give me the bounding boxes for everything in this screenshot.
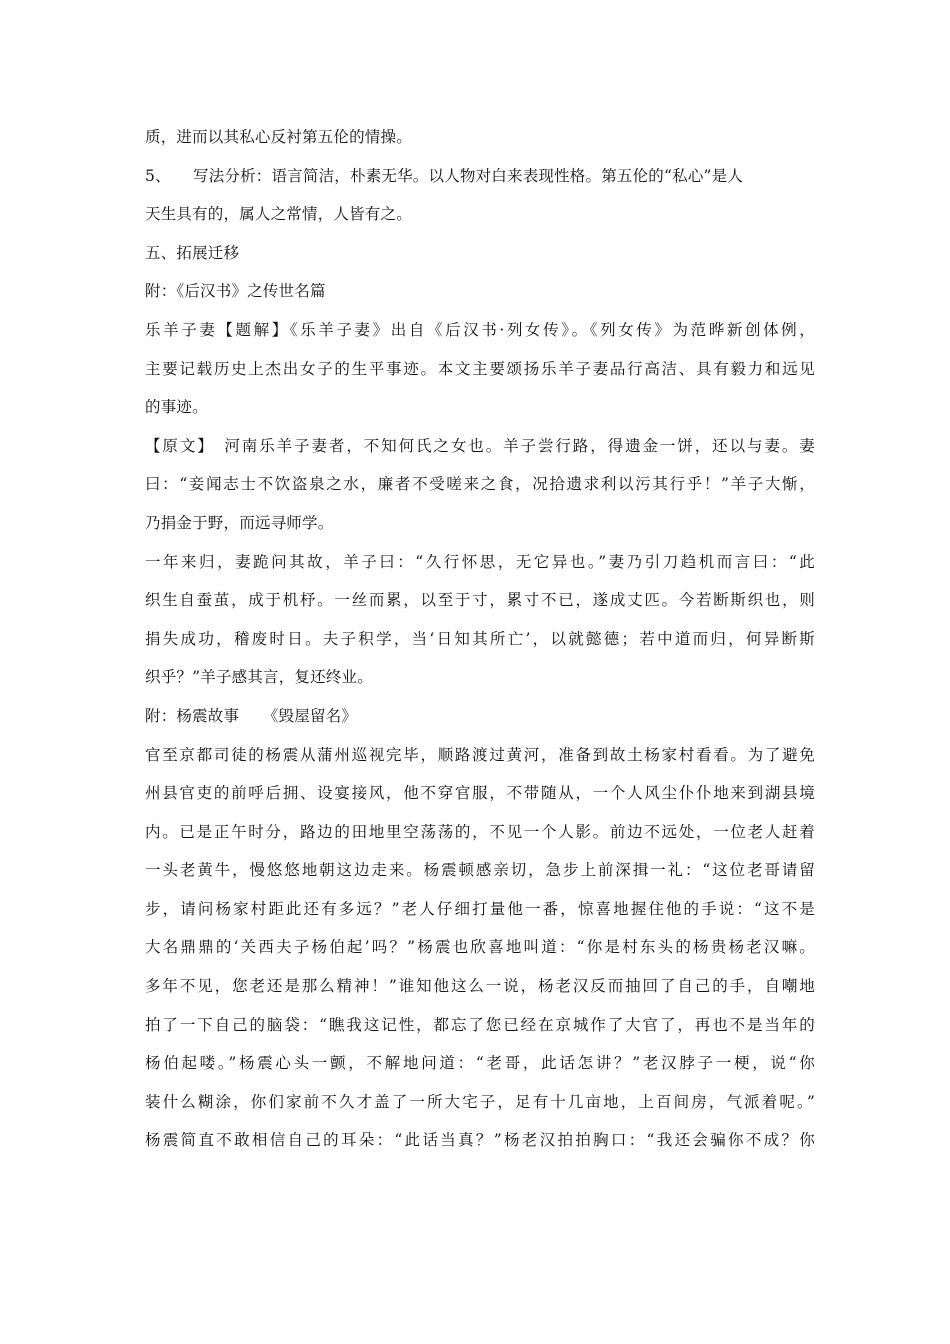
text-line: 多年不见，您老还是那么精神！”谁知他这么一说，杨老汉反而抽回了自己的手，自嘲地: [145, 977, 815, 996]
appendix-heading: 附：《后汉书》之传世名篇: [145, 282, 326, 301]
document-body: [145, 118, 815, 1160]
section-heading: 五、拓展迁移: [145, 243, 240, 262]
text-line: 乐羊子妻【题解】《乐羊子妻》出自《后汉书·列女传》。《列女传》为范晔新创体例，: [145, 320, 815, 339]
text-line: 写法分析：语言简洁，朴素无华。以人物对白来表现性格。第五伦的“私心”是人: [193, 166, 744, 185]
text-line: 的事迹。: [145, 398, 208, 417]
text-line: 步，请问杨家村距此还有多远？”老人仔细打量他一番，惊喜地握住他的手说：“这不是: [145, 899, 815, 918]
text-line: 织乎？”羊子感其言，复还终业。: [145, 668, 373, 687]
text-line: 捐失成功，稽废时日。夫子积学，当‘日知其所亡’，以就懿德；若中道而归，何异断斯: [145, 629, 815, 648]
text-line: 乃捐金于野，而远寻师学。: [145, 513, 334, 532]
text-line: 杨震简直不敢相信自己的耳朵：“此话当真？”杨老汉拍拍胸口：“我还会骗你不成？你: [145, 1131, 815, 1150]
text-line: 大名鼎鼎的‘关西夫子杨伯起’吗？”杨震也欣喜地叫道：“你是村东头的杨贵杨老汉嘛。: [145, 938, 815, 957]
text-line: 质，进而以其私心反衬第五伦的情操。: [145, 128, 412, 146]
text-line: 一年来归，妻跪问其故，羊子曰：“久行怀思，无它异也。”妻乃引刀趋机而言曰：“此: [145, 552, 815, 571]
list-item-5: [145, 157, 815, 196]
text-line: 官至京都司徒的杨震从蒲州巡视完毕，顺路渡过黄河，准备到故土杨家村看看。为了避免: [145, 745, 815, 764]
text-line: 内。已是正午时分，路边的田地里空荡荡的，不见一个人影。前边不远处，一位老人赶着: [145, 822, 815, 841]
text-line: 州县官吏的前呼后拥、设宴接风，他不穿官服，不带随从，一个人风尘仆仆地来到湖县境: [145, 784, 815, 803]
text-line: 【原文】 河南乐羊子妻者，不知何氏之女也。羊子尝行路，得遗金一饼，还以与妻。妻: [145, 436, 815, 455]
text-line: 一头老黄牛，慢悠悠地朝这边走来。杨震顿感亲切，急步上前深揖一礼：“这位老哥请留: [145, 861, 815, 880]
appendix-heading: 附：杨震故事 《毁屋留名》: [145, 706, 358, 725]
text-line: 织生自蚕茧，成于机杼。一丝而累，以至于寸，累寸不已，遂成丈匹。今若断斯织也，则: [145, 591, 815, 610]
text-line: 主要记载历史上杰出女子的生平事迹。本文主要颂扬乐羊子妻品行高洁、具有毅力和远见: [145, 359, 815, 378]
list-number: 5、: [145, 166, 171, 185]
text-line: 装什么糊涂，你们家前不久才盖了一所大宅子，足有十几亩地，上百间房，气派着呢。”: [145, 1092, 815, 1111]
text-line: 杨伯起喽。”杨震心头一颤，不解地问道：“老哥，此话怎讲？”老汉脖子一梗，说“你: [145, 1054, 815, 1073]
text-line: 拍了一下自己的脑袋：“瞧我这记性，都忘了您已经在京城作了大官了，再也不是当年的: [145, 1015, 815, 1034]
text-line: 曰：“妾闻志士不饮盗泉之水，廉者不受嗟来之食，况拾遗求利以污其行乎！”羊子大惭，: [145, 475, 815, 494]
text-line: 天生具有的，属人之常情，人皆有之。: [145, 205, 412, 224]
